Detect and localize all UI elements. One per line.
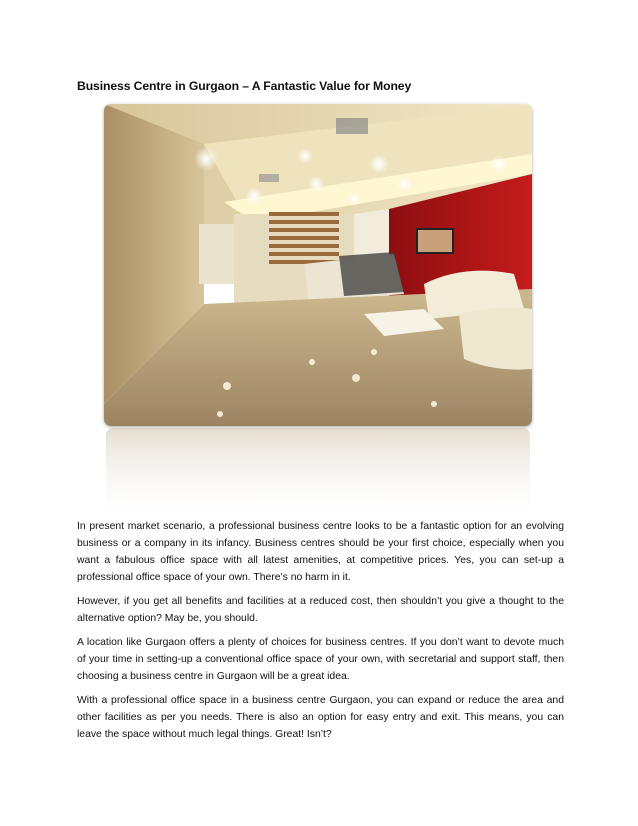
paragraph: However, if you get all benefits and facilities at a reduced cost, then shouldn’t you give a thought to the alternative option? May be, you should. [77, 596, 564, 624]
paragraph: With a professional office space in a business centre Gurgaon, you can expand or reduce the area and other facilities as per you needs. There is also an option for easy entry and exit. This means, you can leave the space without much legal things. Great! Isn’t? [77, 695, 564, 740]
paragraph: In present market scenario, a professional business centre looks to be a fantastic option for an evolving business or a company in its infancy. Business centres should be your first choice, especially when you want a fabulous office space with all latest amenities, at competitive prices. Yes, you can set-up a professional office space of your own. There’s no harm in it. [77, 521, 564, 583]
photo-reflection [104, 428, 532, 524]
document-title: Business Centre in Gurgaon – A Fantastic Value for Money [77, 79, 412, 93]
paragraph: A location like Gurgaon offers a plenty of choices for business centres. If you don’t want to devote much of your time in setting-up a conventional office space of your own, with secretarial and support staff, then choosing a business centre in Gurgaon will be a great idea. [77, 637, 564, 682]
office-photo-figure [104, 104, 532, 524]
document-body [77, 518, 564, 750]
office-reception-photo [104, 104, 532, 426]
